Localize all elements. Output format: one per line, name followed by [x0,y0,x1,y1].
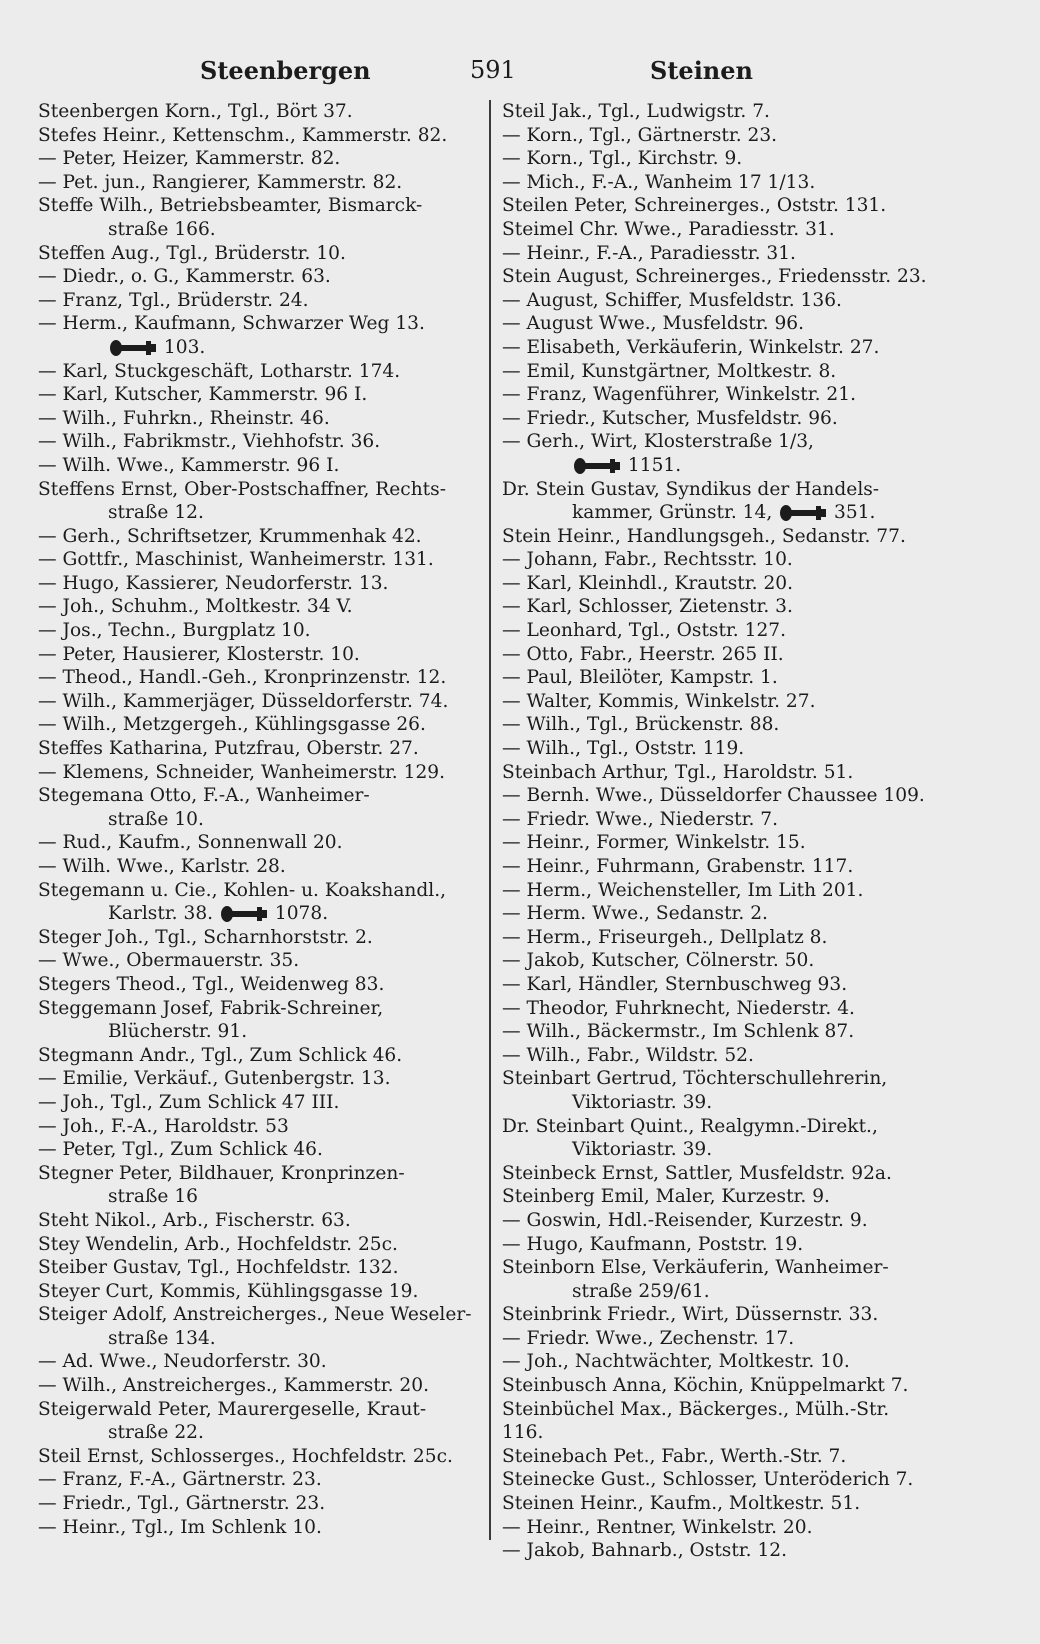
directory-entry: Steinbrink Friedr., Wirt, Düssernstr. 33. [502,1304,879,1326]
directory-entry: straße 10. [108,808,204,830]
directory-entry: — Karl, Stuckgeschäft, Lotharstr. 174. [38,360,401,382]
directory-entry: — Karl, Schlosser, Zietenstr. 3. [502,596,793,618]
directory-entry: — Peter, Heizer, Kammerstr. 82. [38,148,341,170]
entry-text: 1151. [622,454,682,476]
directory-entry: straße 16 [108,1186,198,1208]
directory-entry: — Heinr., Rentner, Winkelstr. 20. [502,1516,813,1538]
telephone-icon [778,503,828,523]
directory-entry: — Friedr., Kutscher, Musfeldstr. 96. [502,407,838,429]
directory-entry: straße 12. [108,502,204,524]
directory-entry: — Gerh., Schriftsetzer, Krummenhak 42. [38,525,422,547]
directory-entry: Dr. Stein Gustav, Syndikus der Handels- [502,478,880,500]
directory-entry: — Joh., Nachtwächter, Moltkestr. 10. [502,1351,850,1373]
directory-entry: — Wilh., Kammerjäger, Düsseldorferstr. 74. [38,690,449,712]
directory-entry: Stein Heinr., Handlungsgeh., Sedanstr. 77. [502,525,906,547]
directory-entry [38,336,478,360]
directory-entry: — Paul, Bleilöter, Kampstr. 1. [502,667,778,689]
directory-entry: — Herm. Wwe., Sedanstr. 2. [502,903,768,925]
directory-entry: Steinbeck Ernst, Sattler, Musfeldstr. 92a. [502,1162,892,1184]
directory-entry [502,501,934,525]
directory-entry: Steinbüchel Max., Bäckerges., Mülh.-Str. 116. [502,1398,896,1444]
directory-entry: — Theod., Handl.-Geh., Kronprinzenstr. 12. [38,667,447,689]
directory-entry: Stegmann Andr., Tgl., Zum Schlick 46. [38,1044,403,1066]
directory-entry: — Wilh., Metzgergeh., Kühlingsgasse 26. [38,714,426,736]
directory-entry: — Heinr., Tgl., Im Schlenk 10. [38,1516,322,1538]
directory-entry: Viktoriastr. 39. [572,1139,713,1161]
right-running-title: Steinen [650,56,753,85]
directory-entry: Steilen Peter, Schreinerges., Oststr. 131. [502,195,887,217]
page-number: 591 [470,56,516,84]
directory-entry: — Johann, Fabr., Rechtsstr. 10. [502,549,793,571]
telephone-icon [572,456,622,476]
directory-entry: — Wilh., Tgl., Oststr. 119. [502,738,745,760]
left-column [38,100,478,1539]
directory-entry: straße 166. [108,218,216,240]
directory-entry: — Bernh. Wwe., Düsseldorfer Chaussee 109. [502,785,925,807]
directory-entry: — Jakob, Kutscher, Cölnerstr. 50. [502,950,815,972]
directory-entry: Steigerwald Peter, Maurergeselle, Kraut- [38,1398,427,1420]
directory-entry: — Joh., Schuhm., Moltkestr. 34 V. [38,596,353,618]
directory-entry: — Peter, Tgl., Zum Schlick 46. [38,1139,323,1161]
directory-entry: — Walter, Kommis, Winkelstr. 27. [502,690,816,712]
directory-entry [502,454,934,478]
directory-entry: — Friedr. Wwe., Niederstr. 7. [502,808,779,830]
directory-entry: — Joh., Tgl., Zum Schlick 47 III. [38,1091,340,1113]
directory-entry: — Karl, Händler, Sternbuschweg 93. [502,973,848,995]
directory-entry: — Elisabeth, Verkäuferin, Winkelstr. 27. [502,336,880,358]
directory-entry: — Goswin, Hdl.-Reisender, Kurzestr. 9. [502,1209,868,1231]
directory-entry: — Hugo, Kassierer, Neudorferstr. 13. [38,572,389,594]
directory-entry: — Wilh. Wwe., Kammerstr. 96 I. [38,454,340,476]
directory-entry: — Emil, Kunstgärtner, Moltkestr. 8. [502,360,837,382]
directory-entry: — Wilh., Fabrikmstr., Viehhofstr. 36. [38,431,381,453]
directory-entry: Steinebach Pet., Fabr., Werth.-Str. 7. [502,1445,847,1467]
directory-entry: Steimel Chr. Wwe., Paradiesstr. 31. [502,218,835,240]
directory-entry: — Klemens, Schneider, Wanheimerstr. 129. [38,761,446,783]
directory-entry: — Gerh., Wirt, Klosterstraße 1/3, [502,431,814,453]
directory-entry: Steffe Wilh., Betriebsbeamter, Bismarck- [38,195,423,217]
directory-entry: — Korn., Tgl., Gärtnerstr. 23. [502,124,778,146]
directory-entry: Steinen Heinr., Kaufm., Moltkestr. 51. [502,1493,861,1515]
directory-entry: — Karl, Kutscher, Kammerstr. 96 I. [38,384,368,406]
directory-entry: — Franz, Wagenführer, Winkelstr. 21. [502,384,856,406]
directory-entry: — Otto, Fabr., Heerstr. 265 II. [502,643,784,665]
directory-entry: Steffens Ernst, Ober-Postschaffner, Rechts- [38,478,446,500]
directory-entry: — Gottfr., Maschinist, Wanheimerstr. 131. [38,549,434,571]
directory-entry: Viktoriastr. 39. [572,1091,713,1113]
directory-entry: — Ad. Wwe., Neudorferstr. 30. [38,1351,327,1373]
directory-entry: — Herm., Kaufmann, Schwarzer Weg 13. [38,313,425,335]
directory-entry: — Joh., F.-A., Haroldstr. 53 [38,1115,289,1137]
right-column [502,100,934,1563]
directory-entry: — Leonhard, Tgl., Oststr. 127. [502,620,787,642]
directory-entry: Steenbergen Korn., Tgl., Bört 37. [38,101,353,122]
directory-entry: — Diedr., o. G., Kammerstr. 63. [38,266,331,288]
directory-entry: — Herm., Friseurgeh., Dellplatz 8. [502,926,828,948]
directory-entry: — Karl, Kleinhdl., Krautstr. 20. [502,572,794,594]
directory-entry: straße 22. [108,1422,204,1444]
directory-entry: — Peter, Hausierer, Klosterstr. 10. [38,643,360,665]
directory-entry: — August, Schiffer, Musfeldstr. 136. [502,289,842,311]
entry-text: 1078. [268,903,329,925]
directory-entry: — Wilh., Fuhrkn., Rheinstr. 46. [38,407,330,429]
directory-entry: — Mich., F.-A., Wanheim 17 1/13. [502,171,816,193]
directory-entry: — Herm., Weichensteller, Im Lith 201. [502,879,864,901]
directory-entry: — Hugo, Kaufmann, Poststr. 19. [502,1233,804,1255]
entry-text: kammer, Grünstr. 14, [572,502,779,524]
directory-entry: — Jos., Techn., Burgplatz 10. [38,620,311,642]
directory-entry: Steinbart Gertrud, Töchterschullehrerin, [502,1068,888,1090]
directory-entry: — Heinr., F.-A., Paradiesstr. 31. [502,242,796,264]
directory-entry: Stegemann u. Cie., Kohlen- u. Koakshandl., [38,879,447,901]
page-header [40,56,1000,96]
directory-entry: — Theodor, Fuhrknecht, Niederstr. 4. [502,997,855,1019]
directory-entry: Steil Jak., Tgl., Ludwigstr. 7. [502,101,770,122]
directory-entry: — Friedr., Tgl., Gärtnerstr. 23. [38,1493,326,1515]
directory-entry: Steil Ernst, Schlosserges., Hochfeldstr. 25c. [38,1445,453,1467]
directory-entry: Steinecke Gust., Schlosser, Unteröderich 7. [502,1469,914,1491]
directory-entry [38,902,478,926]
directory-entry: — Rud., Kaufm., Sonnenwall 20. [38,832,343,854]
directory-entry: Stein August, Schreinerges., Friedensstr. 23. [502,266,927,288]
entry-text: Karlstr. 38. [108,903,219,925]
directory-entry: straße 259/61. [572,1280,710,1302]
directory-entry: Steger Joh., Tgl., Scharnhorststr. 2. [38,926,373,948]
directory-entry: Steinbusch Anna, Köchin, Knüppelmarkt 7. [502,1375,909,1397]
directory-entry: Stegner Peter, Bildhauer, Kronprinzen- [38,1162,405,1184]
directory-entry: Steyer Curt, Kommis, Kühlingsgasse 19. [38,1280,419,1302]
column-divider [489,100,491,1540]
directory-entry: Steht Nikol., Arb., Fischerstr. 63. [38,1209,351,1231]
directory-entry: Stegemana Otto, F.-A., Wanheimer- [38,785,370,807]
directory-entry: — Jakob, Bahnarb., Oststr. 12. [502,1540,788,1562]
directory-entry: Steffen Aug., Tgl., Brüderstr. 10. [38,242,346,264]
telephone-icon [108,338,158,358]
directory-entry: Steffes Katharina, Putzfrau, Oberstr. 27. [38,738,419,760]
directory-entry: Steiger Adolf, Anstreicherges., Neue Weseler- [38,1304,472,1326]
directory-entry: Steinberg Emil, Maler, Kurzestr. 9. [502,1186,830,1208]
directory-entry: Blücherstr. 91. [108,1021,248,1043]
directory-entry: — Korn., Tgl., Kirchstr. 9. [502,148,743,170]
directory-entry: — Wwe., Obermauerstr. 35. [38,950,300,972]
directory-entry: — Franz, F.-A., Gärtnerstr. 23. [38,1469,322,1491]
directory-entry: — Wilh., Anstreicherges., Kammerstr. 20. [38,1375,429,1397]
directory-entry: Steinborn Else, Verkäuferin, Wanheimer- [502,1257,889,1279]
directory-entry: — Heinr., Former, Winkelstr. 15. [502,832,806,854]
directory-entry: — August Wwe., Musfeldstr. 96. [502,313,805,335]
directory-entry: Stefes Heinr., Kettenschm., Kammerstr. 82. [38,124,448,146]
directory-entry: — Emilie, Verkäuf., Gutenbergstr. 13. [38,1068,391,1090]
directory-entry: Dr. Steinbart Quint., Realgymn.-Direkt., [502,1115,878,1137]
directory-entry: — Wilh., Tgl., Brückenstr. 88. [502,714,780,736]
directory-entry: — Wilh. Wwe., Karlstr. 28. [38,856,286,877]
directory-entry: Steggemann Josef, Fabrik-Schreiner, [38,997,384,1019]
left-running-title: Steenbergen [200,56,371,85]
directory-entry: Steiber Gustav, Tgl., Hochfeldstr. 132. [38,1257,399,1279]
directory-entry: Steinbach Arthur, Tgl., Haroldstr. 51. [502,761,854,783]
directory-entry: — Wilh., Fabr., Wildstr. 52. [502,1044,754,1066]
directory-entry: straße 134. [108,1327,216,1349]
directory-entry: Stey Wendelin, Arb., Hochfeldstr. 25c. [38,1233,398,1255]
telephone-icon [219,904,269,924]
directory-entry: — Wilh., Bäckermstr., Im Schlenk 87. [502,1021,855,1043]
entry-text: 103. [158,336,206,358]
directory-entry: Stegers Theod., Tgl., Weidenweg 83. [38,973,385,995]
directory-entry: — Friedr. Wwe., Zechenstr. 17. [502,1327,795,1349]
directory-entry: — Heinr., Fuhrmann, Grabenstr. 117. [502,856,854,877]
entry-text: 351. [828,502,876,524]
directory-entry: — Pet. jun., Rangierer, Kammerstr. 82. [38,171,403,193]
directory-entry: — Franz, Tgl., Brüderstr. 24. [38,289,309,311]
